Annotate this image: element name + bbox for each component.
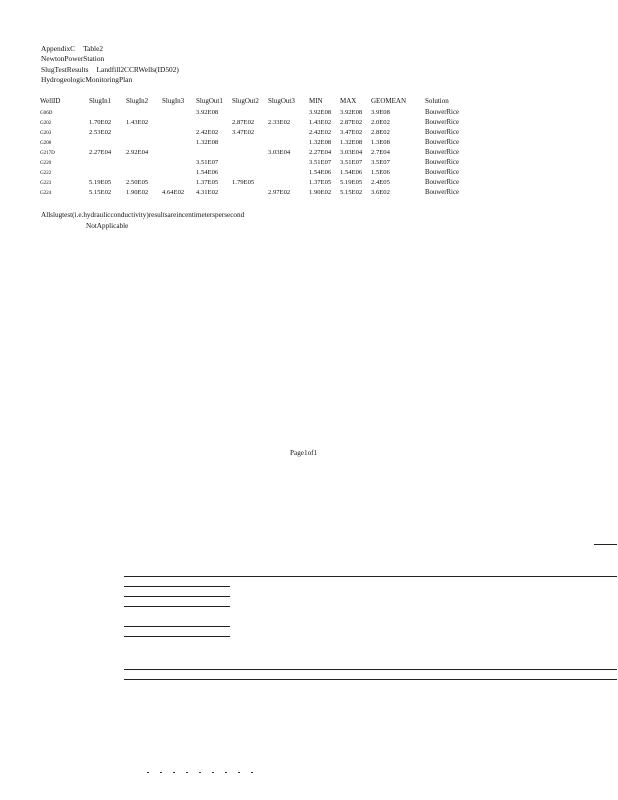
table-cell: 4.64E02 (162, 189, 185, 196)
table-cell (162, 148, 196, 158)
table-cell: 1.79E05 (232, 179, 255, 186)
table-cell: 1.3E08 (371, 139, 390, 146)
table-row (40, 128, 495, 138)
table-row (40, 178, 495, 188)
table-cell (162, 168, 196, 178)
table-cell: 5.15E02 (89, 189, 112, 196)
form-rule (124, 626, 230, 627)
table-cell: 2.27E04 (89, 149, 112, 156)
table-cell (126, 158, 162, 168)
table-cell: BouwerRice (425, 109, 459, 116)
dot-mark (147, 772, 149, 773)
table-row (40, 158, 495, 168)
table-cell: BouwerRice (425, 129, 459, 136)
column-header: SlugIn2 (126, 97, 149, 105)
form-rule (124, 636, 230, 637)
table-cell: 3.03E04 (268, 149, 291, 156)
table-cell (232, 188, 268, 198)
table-cell: BouwerRice (425, 119, 459, 126)
table-cell: 3.51E07 (309, 159, 332, 166)
dot-mark (251, 772, 253, 773)
table-cell (268, 108, 309, 118)
table-cell (126, 108, 162, 118)
results-label: SlugTestResults (41, 65, 89, 74)
table-cell: 1.43E02 (309, 119, 332, 126)
table-cell: 1.43E02 (126, 119, 149, 126)
table-cell: 2.27E04 (309, 149, 332, 156)
table-cell: 2.97E02 (268, 189, 291, 196)
table-cell: 2.42E02 (196, 129, 219, 136)
table-cell (89, 138, 126, 148)
column-header: SlugOut3 (268, 97, 295, 105)
table-cell: BouwerRice (425, 189, 459, 196)
table-cell: 2.92E04 (126, 149, 149, 156)
table-cell: 5.19E05 (89, 179, 112, 186)
column-header: GEOMEAN (371, 97, 406, 105)
table-cell: BouwerRice (425, 159, 459, 166)
table-cell (232, 158, 268, 168)
table-cell: BouwerRice (425, 169, 459, 176)
well-id-cell: G220 (40, 160, 52, 166)
table-cell: 1.54E06 (309, 169, 332, 176)
table-cell: 2.8E02 (371, 129, 390, 136)
well-id-cell: G223 (40, 180, 52, 186)
table-cell (162, 108, 196, 118)
table-cell: 3.92E08 (309, 109, 332, 116)
table-cell (268, 158, 309, 168)
table-cell (268, 168, 309, 178)
results-line (41, 65, 179, 75)
column-header: Solution (425, 97, 449, 105)
dot-mark (238, 772, 240, 773)
column-header: SlugIn3 (162, 97, 185, 105)
well-id-cell: G222 (40, 170, 52, 176)
table-cell: 2.42E02 (309, 129, 332, 136)
units-note: Allslugtest(i.e.hydraulicconductivity)resultsareincentimeterspersecond (41, 211, 245, 219)
table-cell (89, 158, 126, 168)
table-cell (232, 108, 268, 118)
page-number: Page1of1 (290, 449, 318, 457)
table-cell: 3.6E02 (371, 189, 390, 196)
table-row (40, 108, 495, 118)
table-cell: 3.5E07 (371, 159, 390, 166)
table-cell (232, 148, 268, 158)
table-cell (162, 178, 196, 188)
table-cell: 5.15E02 (340, 189, 363, 196)
table-cell: BouwerRice (425, 179, 459, 186)
table-cell: 2.87E02 (232, 119, 255, 126)
table-cell (162, 118, 196, 128)
plan-name: HydrogeologicMonitoringPlan (41, 75, 133, 84)
table-header-row (40, 96, 495, 108)
well-id-cell: G208 (40, 140, 52, 146)
short-rule (594, 544, 617, 545)
well-id-cell: G217D (40, 150, 55, 156)
dot-mark (173, 772, 175, 773)
table-cell (162, 128, 196, 138)
table-body (40, 108, 495, 198)
table-cell: 3.92E08 (340, 109, 363, 116)
form-rule (124, 596, 230, 597)
table-cell: 2.33E02 (268, 119, 291, 126)
form-rule (124, 606, 230, 607)
well-id-cell: G203 (40, 130, 52, 136)
table-cell (89, 168, 126, 178)
table-cell: 2.4E05 (371, 179, 390, 186)
table-cell (126, 168, 162, 178)
column-header: SlugOut1 (196, 97, 223, 105)
dot-mark (186, 772, 188, 773)
table-row (40, 138, 495, 148)
table-cell: 4.31E02 (196, 189, 219, 196)
table-cell (89, 108, 126, 118)
column-header: MAX (340, 97, 357, 105)
table-cell: 1.54E06 (196, 169, 219, 176)
table-cell (126, 138, 162, 148)
table-cell (126, 128, 162, 138)
table-cell: 1.37E05 (309, 179, 332, 186)
table-cell (268, 128, 309, 138)
long-rule (124, 576, 617, 577)
well-id-cell: G06D (40, 110, 53, 116)
table-cell (232, 138, 268, 148)
table-cell (268, 138, 309, 148)
station-name: NewtonPowerStation (41, 54, 105, 63)
table-cell: 1.54E06 (340, 169, 363, 176)
appendix-label: AppendixC (41, 44, 76, 53)
table-cell: 3.47E02 (340, 129, 363, 136)
table-cell: 2.87E02 (340, 119, 363, 126)
appendix-line (41, 44, 103, 54)
landfill-label: Landfill2CCRWells(ID502) (96, 65, 179, 74)
table-cell: 1.32E08 (309, 139, 332, 146)
table-cell: 3.9E08 (371, 109, 390, 116)
table-cell: 3.51E07 (196, 159, 219, 166)
column-header: WellID (40, 97, 61, 105)
table-row (40, 188, 495, 198)
dot-mark (160, 772, 162, 773)
table-cell: 2.7E04 (371, 149, 390, 156)
table-cell (232, 168, 268, 178)
table-cell (268, 178, 309, 188)
table-cell: 3.51E07 (340, 159, 363, 166)
table-cell: 2.50E05 (126, 179, 149, 186)
table-cell: 1.32E08 (340, 139, 363, 146)
table-row (40, 148, 495, 158)
table-cell: BouwerRice (425, 149, 459, 156)
table-cell: 1.5E06 (371, 169, 390, 176)
table-label: Table2 (83, 44, 104, 53)
table-cell: 3.92E08 (196, 109, 219, 116)
table-cell: 3.03E04 (340, 149, 363, 156)
dot-mark (212, 772, 214, 773)
table-row (40, 168, 495, 178)
table-cell (162, 138, 196, 148)
table-cell: 1.70E02 (89, 119, 112, 126)
table-cell: 5.19E05 (340, 179, 363, 186)
table-cell: 1.32E08 (196, 139, 219, 146)
column-header: SlugOut2 (232, 97, 259, 105)
dot-mark (225, 772, 227, 773)
table-cell (162, 158, 196, 168)
column-header: SlugIn1 (89, 97, 112, 105)
long-rule (124, 669, 617, 670)
well-id-cell: G202 (40, 120, 52, 126)
column-header: MIN (309, 97, 323, 105)
table-cell: 1.90E02 (126, 189, 149, 196)
table-row (40, 118, 495, 128)
table-cell: 2.53E02 (89, 129, 112, 136)
table-cell: 2.0E02 (371, 119, 390, 126)
table-cell: 3.47E02 (232, 129, 255, 136)
table-cell: 1.90E02 (309, 189, 332, 196)
slug-test-table (40, 96, 495, 198)
not-applicable-note: NotApplicable (86, 222, 129, 230)
form-rule (124, 586, 230, 587)
table-cell (196, 148, 232, 158)
long-rule (124, 679, 617, 680)
dot-mark (199, 772, 201, 773)
well-id-cell: G224 (40, 190, 52, 196)
table-cell: BouwerRice (425, 139, 459, 146)
table-cell: 1.37E05 (196, 179, 219, 186)
table-cell (196, 118, 232, 128)
